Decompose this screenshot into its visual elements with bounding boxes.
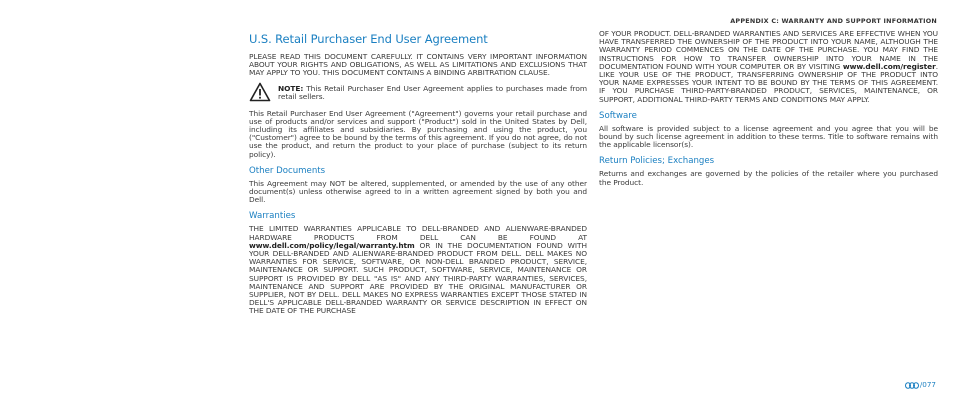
warranties-text-2: OR IN THE DOCUMENTATION FOUND WITH YOUR DELL-BRANDED AND ALIENWARE-BRANDED PRODUCT FROM DELL. DELL MAKES NO WARRANTIES FOR SERVICE, SOFTWARE, OR NON-DELL BRANDED PRODUCT, SERVICE, MAINTENANCE OR SUPPORT. SUCH PRODUCT, SOFTWARE, SERVICE, MAINTENANCE OR SUPPORT IS PROVIDED BY DELL "AS IS" AND ANY THIRD-PARTY WARRANTIES, SERVICES, MAINTENANCE AND SUPPORT ARE PROVIDED BY THE ORIGINAL MANUFACTURER OR SUPPLIER, NOT BY DELL. DELL MAKES NO EXPRESS WARRANTIES EXCEPT THOSE STATED IN DELL'S APPLICABLE DELL-BRANDED WARRANTY OR SERVICE DESCRIPTION IN EFFECT ON THE DATE OF THE PURCHASE: [249, 240, 587, 316]
warranty-link[interactable]: www.dell.com/policy/legal/warranty.htm: [249, 240, 415, 250]
right-column: [599, 30, 938, 194]
warranties-text-1: THE LIMITED WARRANTIES APPLICABLE TO DELL-BRANDED AND ALIENWARE-BRANDED HARDWARE PRODUCTS FROM DELL CAN BE FOUND AT: [249, 224, 587, 242]
other-documents-paragraph: This Agreement may NOT be altered, supplemented, or amended by the use of any other document(s) unless otherwise agreed to in a written agreement signed by both you and Dell.: [249, 178, 587, 205]
warranties-paragraph: [249, 225, 587, 315]
page-footer: [905, 380, 936, 389]
heading-software: Software: [599, 110, 637, 121]
section-header: APPENDIX C: WARRANTY AND SUPPORT INFORMATION: [730, 17, 937, 25]
page-number: 077: [922, 380, 936, 389]
heading-return-policies: Return Policies; Exchanges: [599, 156, 715, 167]
page-number-separator: /: [919, 380, 923, 389]
agreement-paragraph: This Retail Purchaser End User Agreement ("Agreement") governs your retail purchase and use of products and/or services and support ("Product") sold in the United States by Dell, including its affiliates and subsidiaries. By purchasing and using the product, you ("Customer") agree to be bound by the terms of this agreement. If you do not agree, do not use the product, and return the product to your place of purchase (subject to its return policy).: [249, 108, 587, 159]
intro-paragraph: PLEASE READ THIS DOCUMENT CAREFULLY. IT CONTAINS VERY IMPORTANT INFORMATION ABOUT YOUR RIGHTS AND OBLIGATIONS, AS WELL AS LIMITATIONS AND EXCLUSIONS THAT MAY APPLY TO YOU. THIS DOCUMENT CONTAINS A BINDING ARBITRATION CLAUSE.: [249, 52, 587, 78]
software-paragraph: All software is provided subject to a license agreement and you agree that you will be bound by such license agreement in addition to these terms. Title to software remains with the applicable licensor(s).: [599, 123, 938, 150]
heading-other-documents: Other Documents: [249, 165, 326, 176]
note-label: NOTE:: [278, 83, 304, 93]
note-block: [249, 85, 587, 102]
heading-warranties: Warranties: [249, 211, 296, 222]
warranties-continued-paragraph: [599, 30, 938, 104]
page-title: U.S. Retail Purchaser End User Agreement: [249, 32, 488, 46]
alienware-logo-icon: [905, 382, 919, 389]
register-link[interactable]: www.dell.com/register: [842, 61, 936, 71]
warning-icon: [249, 82, 271, 102]
note-text: [278, 85, 587, 101]
left-column: [249, 30, 587, 323]
continued-text-2: . LIKE YOUR USE OF THE PRODUCT, TRANSFERRING OWNERSHIP OF THE PRODUCT INTO YOUR NAME EXPRESSES YOUR INTENT TO BE BOUND BY THE TERMS OF THIS AGREEMENT. IF YOU PURCHASE THIRD-PARTY-BRANDED PRODUCT, SERVICES, MAINTENANCE, OR SUPPORT, ADDITIONAL THIRD-PARTY TERMS AND CONDITIONS MAY APPLY.: [599, 61, 938, 104]
returns-paragraph: Returns and exchanges are governed by the policies of the retailer where you purchased the Product.: [599, 169, 938, 187]
continued-text-1: OF YOUR PRODUCT. DELL-BRANDED WARRANTIES AND SERVICES ARE EFFECTIVE WHEN YOU HAVE TRANSFERRED THE OWNERSHIP OF THE PRODUCT INTO YOUR NAME, ALTHOUGH THE WARRANTY PERIOD COMMENCES ON THE DATE OF THE PURCHASE. YOU MAY FIND THE INSTRUCTIONS FOR HOW TO TRANSFER OWNERSHIP INTO YOUR NAME IN THE DOCUMENTATION FOUND WITH YOUR COMPUTER OR BY VISITING: [599, 29, 938, 71]
note-body: This Retail Purchaser End User Agreement applies to purchases made from retail sellers.: [278, 83, 587, 101]
